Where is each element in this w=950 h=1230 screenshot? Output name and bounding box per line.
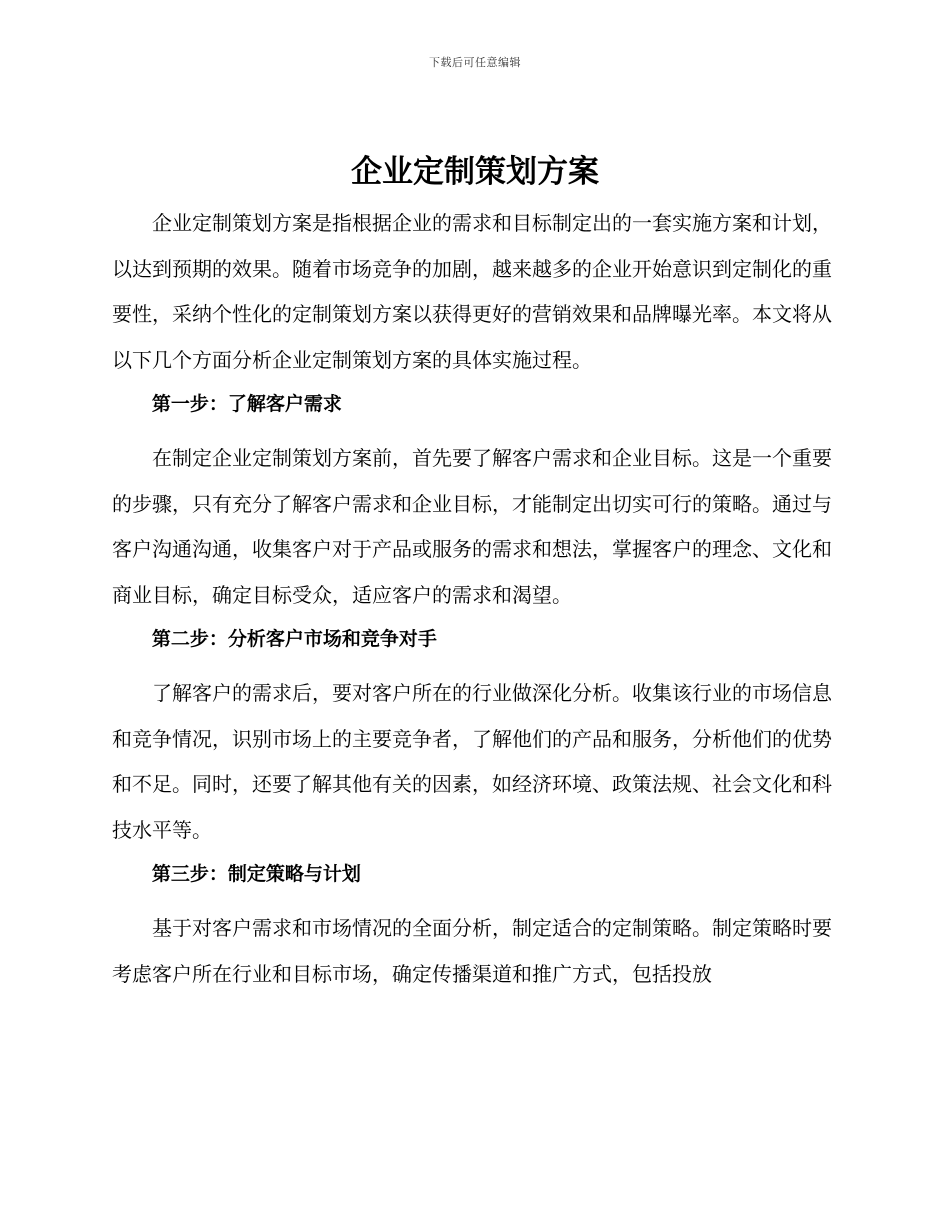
document-body xyxy=(112,201,832,997)
header-note: 下载后可任意编辑 xyxy=(429,56,521,69)
section-heading-step-3: 第三步：制定策略与计划 xyxy=(151,863,361,885)
document-title: 企业定制策划方案 xyxy=(351,154,599,190)
section-paragraph-step-2: 了解客户的需求后，要对客户所在的行业做深化分析。收集该行业的市场信息和竞争情况，识别市场上的主要竞争者，了解他们的产品和服务，分析他们的优势和不足。同时，还要了解其他有关的因素，如经济环境、政策法规、社会文化和科技水平等。 xyxy=(112,681,832,842)
section-paragraph-step-1: 在制定企业定制策划方案前，首先要了解客户需求和企业目标。这是一个重要的步骤，只有充分了解客户需求和企业目标，才能制定出切实可行的策略。通过与客户沟通沟通，收集客户对于产品或服务的需求和想法，掌握客户的理念、文化和商业目标，确定目标受众，适应客户的需求和渴望。 xyxy=(112,446,832,607)
section-paragraph-step-3: 基于对客户需求和市场情况的全面分析，制定适合的定制策略。制定策略时要考虑客户所在行业和目标市场，确定传播渠道和推广方式，包括投放 xyxy=(112,916,832,986)
section-heading-step-2: 第二步：分析客户市场和竞争对手 xyxy=(151,628,437,650)
section-heading-step-1: 第一步：了解客户需求 xyxy=(151,393,342,415)
intro-paragraph: 企业定制策划方案是指根据企业的需求和目标制定出的一套实施方案和计划，以达到预期的效果。随着市场竞争的加剧，越来越多的企业开始意识到定制化的重要性，采纳个性化的定制策划方案以获得更好的营销效果和品牌曝光率。本文将从以下几个方面分析企业定制策划方案的具体实施过程。 xyxy=(112,211,832,372)
